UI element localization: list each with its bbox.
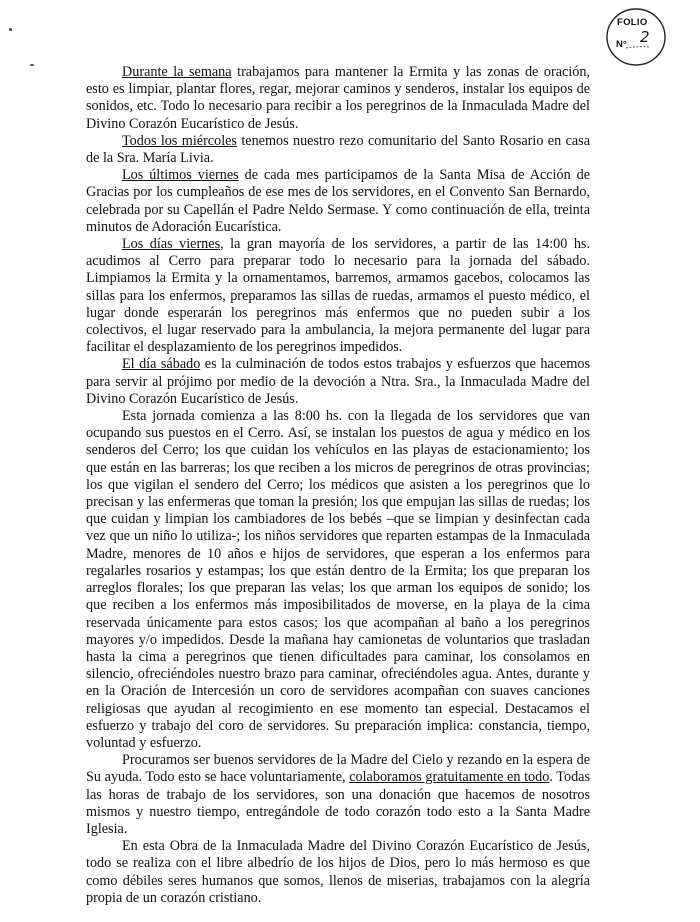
stamp-circle-icon bbox=[604, 6, 668, 68]
folio-label: FOLIO bbox=[617, 17, 648, 28]
paragraph-lead: Durante la semana bbox=[122, 64, 232, 80]
paragraph-lead: El día sábado bbox=[122, 356, 201, 373]
paragraph-text: Procuramos ser buenos servidores de la Madre del Cielo y rezando en la espera de Su ayuda. Todo esto se hace voluntariamente, bbox=[86, 752, 590, 786]
paragraph-weekdays bbox=[86, 64, 590, 133]
paragraph-last-fridays bbox=[86, 167, 590, 236]
paragraph-text: En esta Obra de la Inmaculada Madre del Divino Corazón Eucarístico de Jesús, todo se realiza con el libre albedrío de los hijos de Dios, pero lo más hermoso es que como débiles seres humanos que somos, llenos de miserias, trabajamos con la alegría propia de un corazón cristiano. bbox=[86, 838, 590, 906]
scan-mark bbox=[30, 64, 34, 66]
paragraph-text: tenemos nuestro rezo comunitario del Santo Rosario en casa de la Sra. María Livia. bbox=[86, 132, 590, 167]
paragraph-lead: Todos los miércoles bbox=[122, 132, 237, 149]
paragraph-text: Esta jornada comienza a las 8:00 hs. con la llegada de los servidores que van ocupando sus puestos en el Cerro. Así, se instalan los puestos de agua y médico en los senderos del Cerro; los que cuidan los vehículos en las playas de estacionamiento; los que están en las barreras; los que reciben a los micros de peregrinos de otras provincias; los que vigilan el sendero del Cerro; los médicos que asisten a los peregrinos que lo precisan y las enfermeras que toman la presión; los que empujan las sillas de ruedas; los que cuidan y limpian los cambiadores de los bebés –que se limpian y desinfectan cada vez que un niño lo utiliza-; los niños servidores que reparten estampas de la Inmaculada Madre, menores de 10 años e hijos de servidores, que esperan a los enfermos para regalarles rosarios y estampas; los que están dentro de la Ermita; los que preparan los arreglos florales; los que preparan las velas; los que arman los equipos de sonido; los que reciben a los enfermos más imposibilitados de moverse, en la playa de la cima reservada únicamente para estos casos; los que acompañan al baño a los peregrinos mayores y/o impedidos. Desde la mañana hay camionetas de voluntarios que trasladan hasta la cima a peregrinos que tienen dificultades para caminar, los consolamos en silencio, ofreciéndoles nuestro brazo para caminar, ofreciéndoles agua. Antes, durante y en la Oración de Intercesión un coro de servidores acompañan con suaves canciones religiosas que ayudan al recogimiento en ese momento tan especial. Destacamos el esfuerzo y trabajo del coro de servidores. Su preparación implica: constancia, tiempo, voluntad y esfuerzo. bbox=[86, 408, 590, 751]
scan-mark bbox=[9, 28, 12, 31]
paragraph-text: de cada mes participamos de la Santa Misa de Acción de Gracias por los cumpleaños de ese mes de los servidores, en el Convento San Bernardo, celebrada por su Capellán el Padre Neldo Sermase. Y como continuación de ella, treinta minutos de Adoración Eucarística. bbox=[86, 167, 590, 235]
paragraph-closing bbox=[86, 838, 590, 907]
paragraph-volunteer bbox=[86, 752, 590, 838]
paragraph-text: , la gran mayoría de los servidores, a partir de las 14:00 hs. acudimos al Cerro para preparar todo lo necesario para la jornada del sábado. Limpiamos la Ermita y la ornamentamos, barremos, armamos gacebos, colocamos las sillas para los enfermos, preparamos las sillas de ruedas, armamos el puesto médico, el lugar donde esperarán los peregrinos más enfermos que no pueden subir a los colectivos, el lugar reservado para la ambulancia, la mejora permanente del lugar para facilitar el desplazamiento de los peregrinos impedidos. bbox=[86, 236, 591, 356]
paragraph-wednesdays bbox=[86, 133, 590, 167]
paragraph-fridays bbox=[86, 236, 590, 356]
paragraph-saturday bbox=[86, 356, 590, 408]
paragraph-text: es la culminación de todos estos trabajos y esfuerzos que hacemos para servir al prójimo por medio de la devoción a Ntra. Sra., la Inmaculada Madre del Divino Corazón Eucarístico de Jesús. bbox=[86, 356, 591, 407]
paragraph-underlined: colaboramos gratuitamente en todo bbox=[349, 769, 550, 786]
paragraph-lead: Los días viernes bbox=[122, 236, 221, 253]
paragraph-lead: Los últimos viernes bbox=[122, 167, 239, 184]
folio-number-label: N° bbox=[616, 39, 627, 50]
paragraph-saturday-schedule bbox=[86, 408, 590, 752]
folio-stamp bbox=[604, 6, 668, 68]
document-body bbox=[86, 64, 590, 907]
paragraph-tail: . Todas las horas de trabajo de los servidores, son una donación que hacemos de nosotros mismos y nuestro tiempo, entregándole de todo corazón todo esto a la Santa Madre Iglesia. bbox=[86, 769, 590, 837]
paragraph-text: trabajamos para mantener la Ermita y las zonas de oración, esto es limpiar, plantar flores, regar, mejorar caminos y senderos, instalar los equipos de sonidos, etc. Todo lo necesario para recibir a los peregrinos de la Inmaculada Madre del Divino Corazón Eucarístico de Jesús. bbox=[86, 64, 590, 132]
folio-number: 2 bbox=[640, 28, 650, 46]
